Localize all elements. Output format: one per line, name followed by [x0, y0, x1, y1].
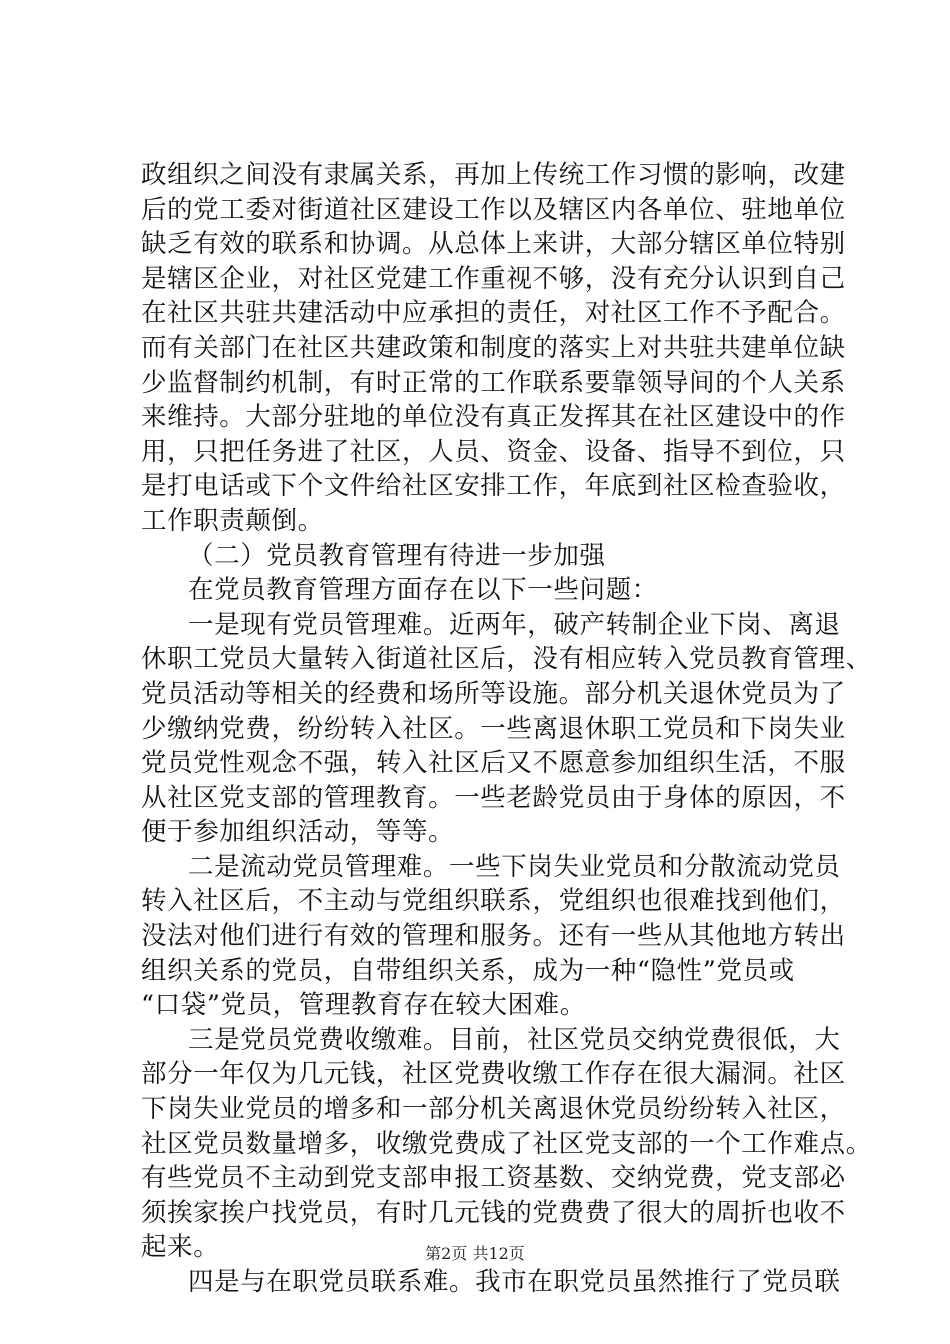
- text-line: 后的党工委对街道社区建设工作以及辖区内各单位、驻地单位: [141, 194, 846, 225]
- text-line: 没法对他们进行有效的管理和服务。还有一些从其他地方转出: [141, 921, 846, 952]
- text-line: 少监督制约机制，有时正常的工作联系要靠领导间的个人关系: [141, 367, 846, 398]
- text-line: 三是党员党费收缴难。目前，社区党员交纳党费很低，大: [188, 1024, 841, 1055]
- text-line: 须挨家挨户找党员，有时几元钱的党费费了很大的周折也收不: [141, 1197, 846, 1228]
- text-line: 起来。: [141, 1232, 220, 1263]
- text-line: 党员党性观念不强，转入社区后又不愿意参加组织生活，不服: [141, 748, 846, 779]
- text-line: 少缴纳党费，纷纷转入社区。一些离退休职工党员和下岗失业: [141, 713, 846, 744]
- text-line: 便于参加组织活动，等等。: [141, 817, 455, 848]
- text-line: 社区党员数量增多，收缴党费成了社区党支部的一个工作难点。: [141, 1128, 872, 1159]
- text-line: 来维持。大部分驻地的单位没有真正发挥其在社区建设中的作: [141, 402, 846, 433]
- text-line: 下岗失业党员的增多和一部分机关离退休党员纷纷转入社区，: [141, 1094, 846, 1125]
- text-line: 缺乏有效的联系和协调。从总体上来讲，大部分辖区单位特别: [141, 229, 846, 260]
- text-line: 而有关部门在社区共建政策和制度的落实上对共驻共建单位缺: [141, 332, 846, 363]
- text-line: 部分一年仅为几元钱，社区党费收缴工作存在很大漏洞。社区: [141, 1059, 846, 1090]
- text-line: 二是流动党员管理难。一些下岗失业党员和分散流动党员: [188, 851, 841, 882]
- text-line: 组织关系的党员，自带组织关系，成为一种“隐性”党员或: [141, 955, 795, 986]
- text-line: 用，只把任务进了社区，人员、资金、设备、指导不到位，只: [141, 436, 846, 467]
- text-line: 有些党员不主动到党支部申报工资基数、交纳党费，党支部必: [141, 1163, 846, 1194]
- text-line: 一是现有党员管理难。近两年，破产转制企业下岗、离退: [188, 609, 841, 640]
- text-line: 党员活动等相关的经费和场所等设施。部分机关退休党员为了: [141, 678, 846, 709]
- text-line: 从社区党支部的管理教育。一些老龄党员由于身体的原因，不: [141, 782, 846, 813]
- text-line: 是辖区企业，对社区党建工作重视不够，没有充分认识到自己: [141, 263, 846, 294]
- text-line: 政组织之间没有隶属关系，再加上传统工作习惯的影响，改建: [141, 160, 846, 190]
- text-line: 在社区共驻共建活动中应承担的责任，对社区工作不予配合。: [141, 298, 846, 329]
- text-line: 工作职责颠倒。: [141, 505, 324, 536]
- text-line: 是打电话或下个文件给社区安排工作，年底到社区检查验收，: [141, 471, 846, 502]
- text-line: “口袋”党员，管理教育存在较大困难。: [141, 990, 586, 1021]
- text-line: 转入社区后，不主动与党组织联系，党组织也很难找到他们，: [141, 886, 846, 917]
- text-line: 四是与在职党员联系难。我市在职党员虽然推行了党员联: [188, 1267, 841, 1297]
- text-line: （二）党员教育管理有待进一步加强: [188, 540, 606, 571]
- page-number-footer: 第2页 共12页: [425, 1244, 525, 1263]
- text-line: 在党员教育管理方面存在以下一些问题：: [188, 575, 658, 606]
- document-body: [141, 158, 872, 1300]
- text-line: 休职工党员大量转入街道社区后，没有相应转入党员教育管理、: [141, 644, 872, 675]
